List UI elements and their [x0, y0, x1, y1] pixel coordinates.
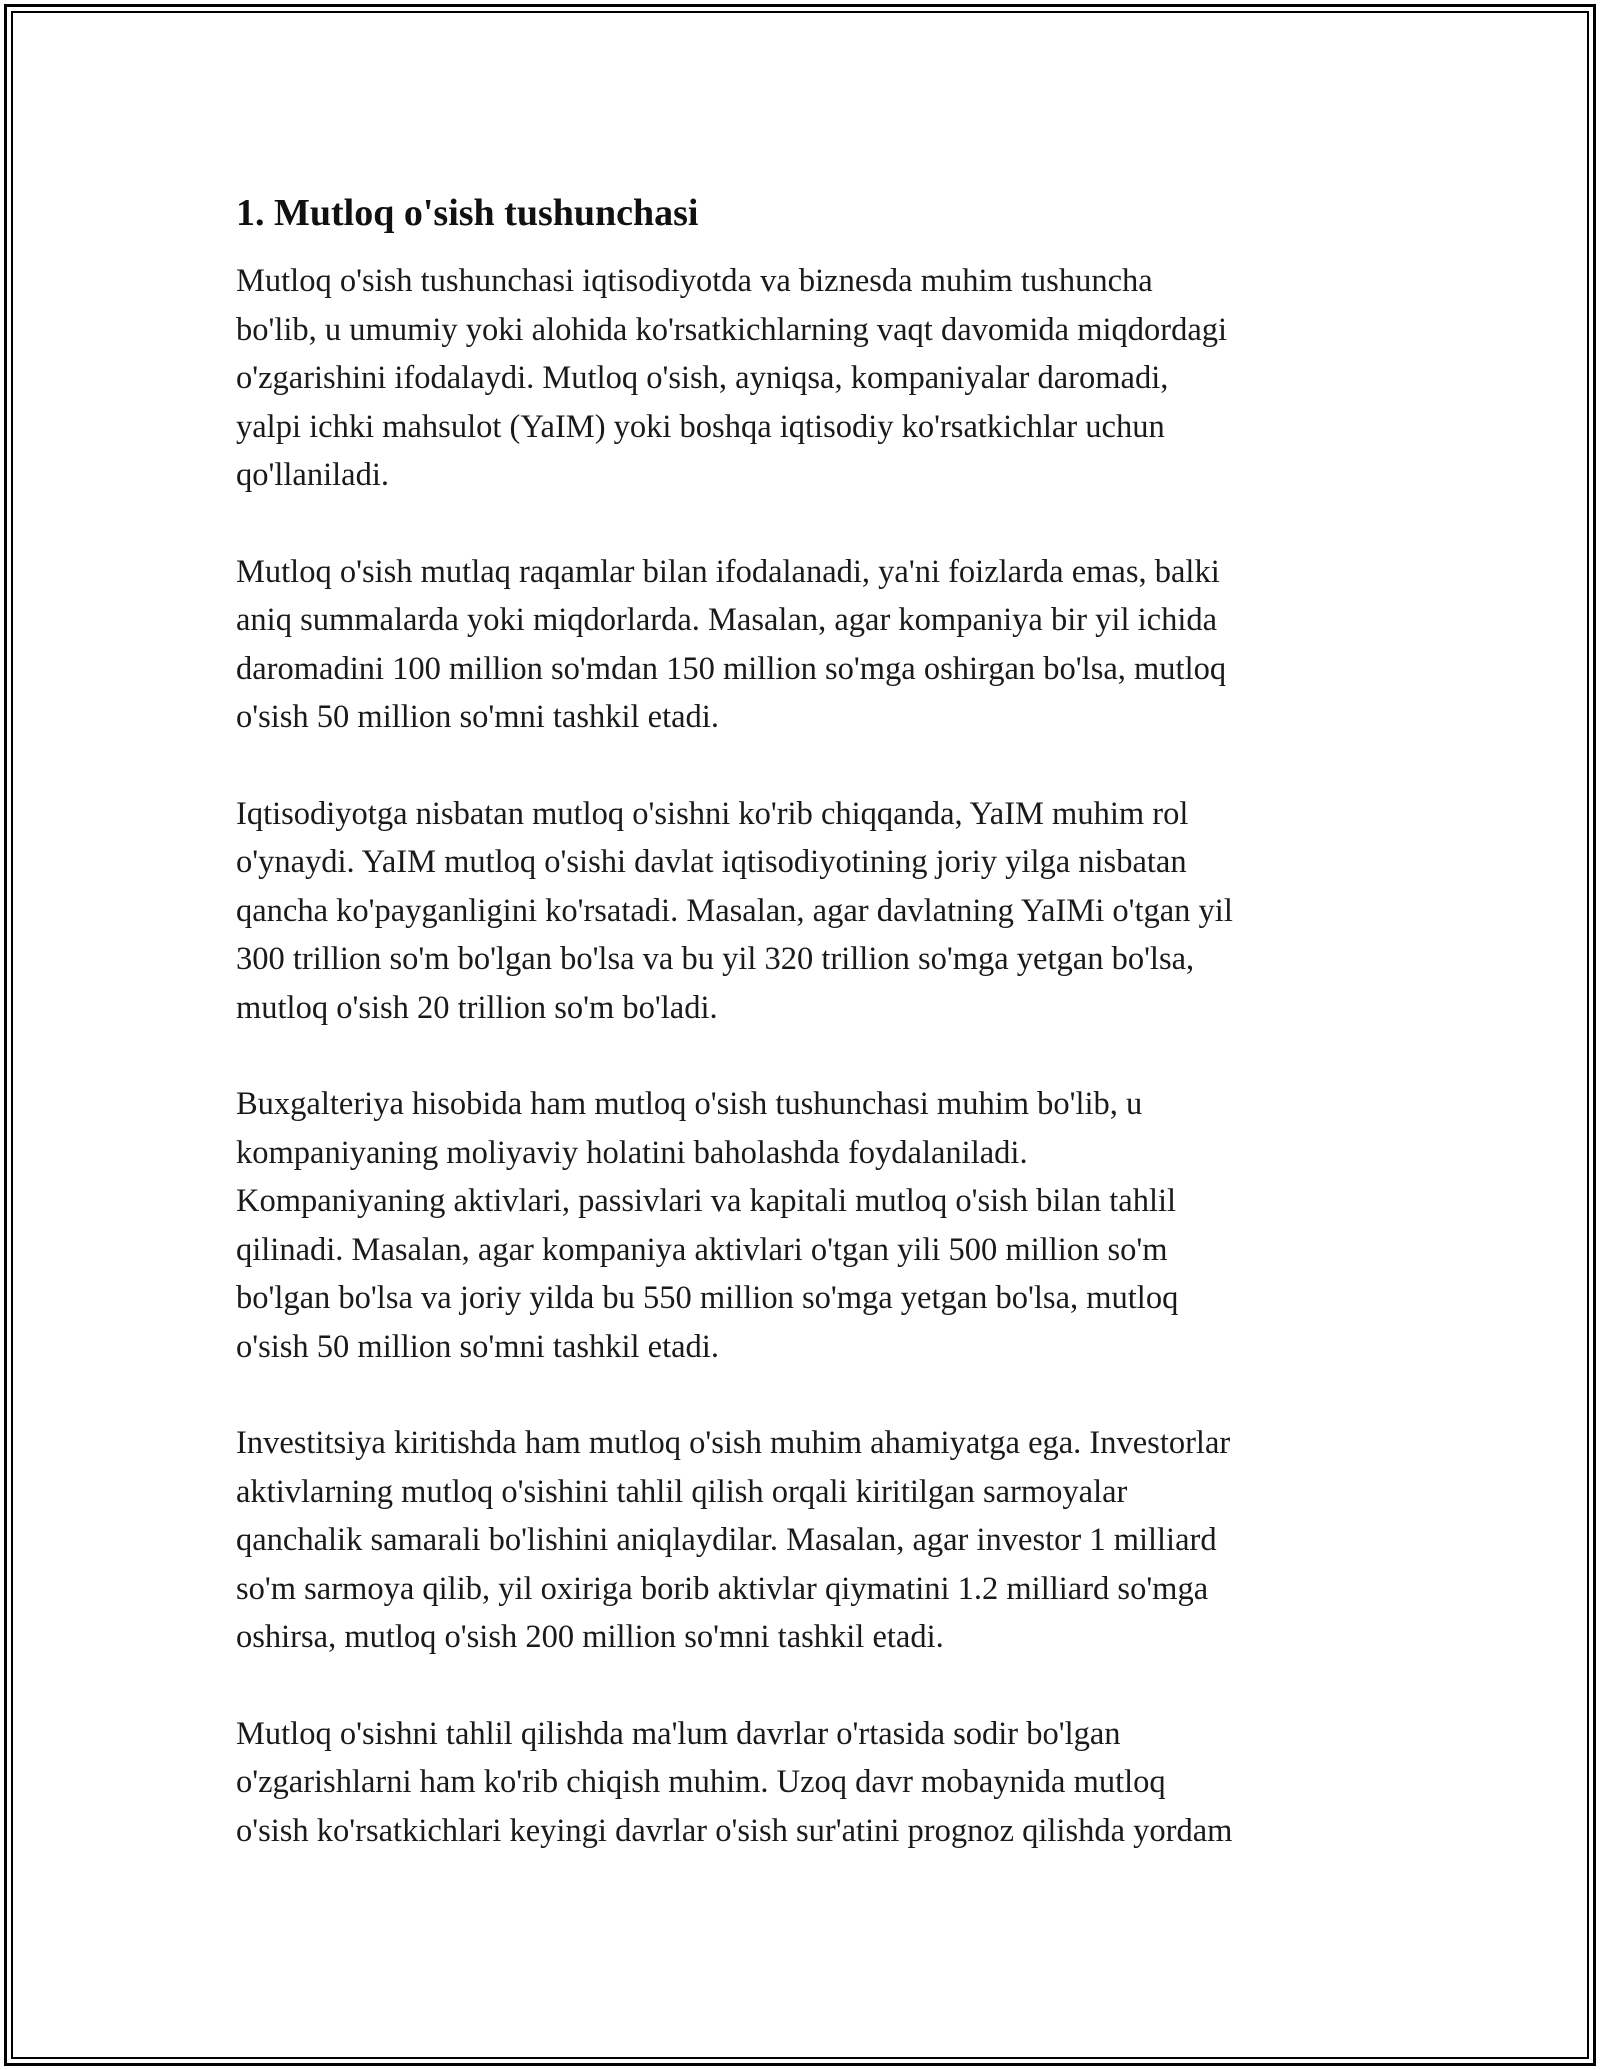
section-heading: 1. Mutloq o'sish tushunchasi [236, 192, 699, 234]
paragraph-line: o'sish 50 million so'mni tashkil etadi. [236, 1328, 719, 1365]
paragraph-line: qo'llaniladi. [236, 457, 389, 493]
paragraph-line: Iqtisodiyotga nisbatan mutloq o'sishni ko'rib chiqqanda, YaIM muhim rol [236, 795, 1189, 832]
paragraph-3 [236, 790, 1386, 1033]
paragraph-line: mutloq o'sish 20 trillion so'm bo'ladi. [236, 989, 718, 1026]
paragraph-line: Mutloq o'sishni tahlil qilishda ma'lum davrlar o'rtasida sodir bo'lgan [236, 1715, 1121, 1752]
paragraph-2 [236, 548, 1386, 742]
paragraph-line: Buxgalteriya hisobida ham mutloq o'sish tushunchasi muhim bo'lib, u [236, 1086, 1143, 1122]
paragraph-line: bo'lgan bo'lsa va joriy yilda bu 550 million so'mga yetgan bo'lsa, mutloq [236, 1280, 1179, 1316]
paragraph-line: yalpi ichki mahsulot (YaIM) yoki boshqa iqtisodiy ko'rsatkichlar uchun [236, 408, 1165, 445]
paragraph-line: Mutloq o'sish mutlaq raqamlar bilan ifodalanadi, ya'ni foizlarda emas, balki [236, 553, 1220, 590]
paragraph-line: so'm sarmoya qilib, yil oxiriga borib aktivlar qiymatini 1.2 milliard so'mga [236, 1570, 1209, 1607]
paragraph-4 [236, 1080, 1386, 1371]
paragraph-line: kompaniyaning moliyaviy holatini baholashda foydalaniladi. [236, 1134, 1028, 1171]
paragraph-line: qanchalik samarali bo'lishini aniqlaydilar. Masalan, agar investor 1 milliard [236, 1522, 1217, 1558]
paragraph-line: aniq summalarda yoki miqdorlarda. Masalan, agar kompaniya bir yil ichida [236, 602, 1218, 638]
paragraph-line: 300 trillion so'm bo'lgan bo'lsa va bu yil 320 trillion so'mga yetgan bo'lsa, [236, 941, 1195, 977]
paragraph-line: o'sish 50 million so'mni tashkil etadi. [236, 699, 719, 735]
paragraph-line: o'ynaydi. YaIM mutloq o'sishi davlat iqtisodiyotining joriy yilga nisbatan [236, 844, 1187, 880]
paragraph-line: bo'lib, u umumiy yoki alohida ko'rsatkichlarning vaqt davomida miqdordagi [236, 311, 1228, 348]
paragraph-1 [236, 257, 1386, 500]
paragraph-line: qilinadi. Masalan, agar kompaniya aktivlari o'tgan yili 500 million so'm [236, 1231, 1168, 1268]
paragraph-line: Investitsiya kiritishda ham mutloq o'sish muhim ahamiyatga ega. Investorlar [236, 1425, 1231, 1461]
paragraph-line: Kompaniyaning aktivlari, passivlari va kapitali mutloq o'sish bilan tahlil [236, 1183, 1177, 1219]
paragraph-line: o'sish ko'rsatkichlari keyingi davrlar o'sish sur'atini prognoz qilishda yordam [236, 1812, 1233, 1849]
paragraph-line: aktivlarning mutloq o'sishini tahlil qilish orqali kiritilgan sarmoyalar [236, 1473, 1128, 1510]
document-body [236, 185, 1386, 1903]
paragraph-6 [236, 1710, 1386, 1856]
paragraph-line: Mutloq o'sish tushunchasi iqtisodiyotda va biznesda muhim tushuncha [236, 263, 1153, 299]
paragraph-line: daromadini 100 million so'mdan 150 million so'mga oshirgan bo'lsa, mutloq [236, 650, 1227, 687]
paragraph-5 [236, 1419, 1386, 1662]
paragraph-line: o'zgarishlarni ham ko'rib chiqish muhim. Uzoq davr mobaynida mutloq [236, 1764, 1166, 1800]
paragraph-line: o'zgarishini ifodalaydi. Mutloq o'sish, ayniqsa, kompaniyalar daromadi, [236, 360, 1169, 396]
paragraph-line: qancha ko'payganligini ko'rsatadi. Masalan, agar davlatning YaIMi o'tgan yil [236, 892, 1233, 929]
paragraph-line: oshirsa, mutloq o'sish 200 million so'mni tashkil etadi. [236, 1619, 944, 1655]
